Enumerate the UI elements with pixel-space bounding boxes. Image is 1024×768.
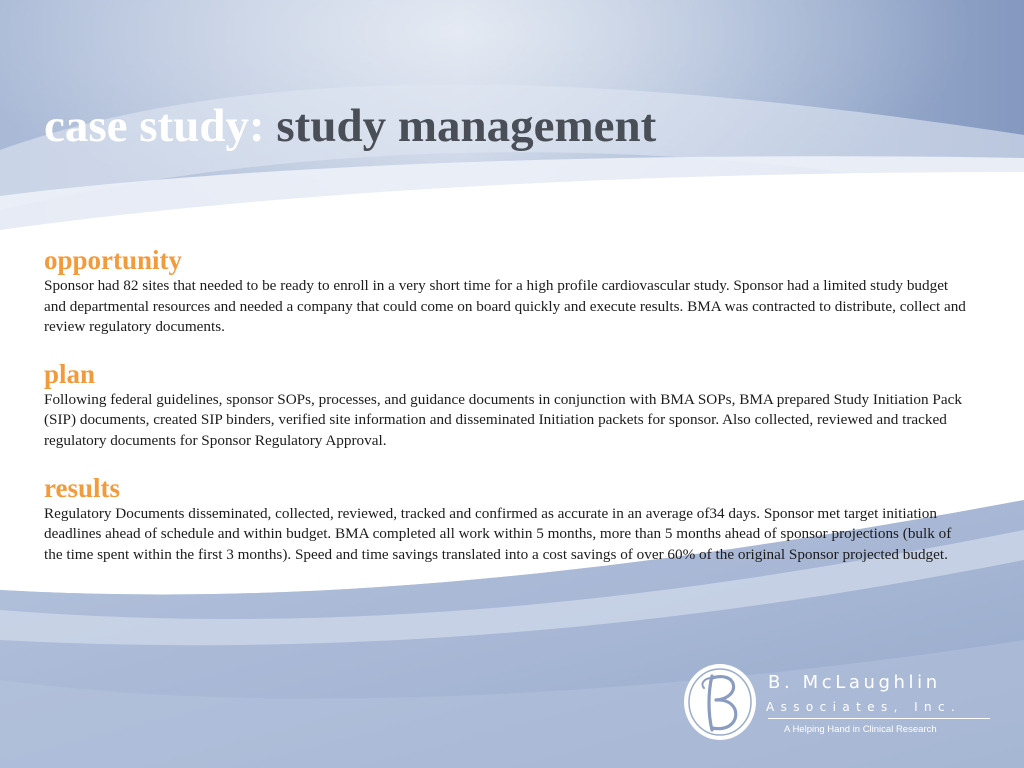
title-prefix: case study: xyxy=(44,100,265,152)
case-study-content xyxy=(44,244,968,585)
section-heading-plan: plan xyxy=(44,358,96,389)
section-body-opportunity: Sponsor had 82 sites that needed to be ready to enroll in a very short time for a high profile cardiovascular study. Sponsor had a limited study budget and departmental resources and needed a company that could come on board quickly and execute results. BMA was contracted to distribute, collect and review regulatory documents. xyxy=(44,277,966,336)
section-opportunity xyxy=(44,244,968,338)
section-body-results: Regulatory Documents disseminated, collected, reviewed, tracked and confirmed as accurate in an average of34 days. Sponsor met target initiation deadlines ahead of schedule and within budget. BMA completed all work within 5 months, more than 5 months ahead of sponsor projections (bulk of the time spent within the first 3 months). Speed and time savings translated into a cost savings of over 60% of the original Sponsor projected budget. xyxy=(44,504,952,563)
section-body-plan: Following federal guidelines, sponsor SOPs, processes, and guidance documents in conjunction with BMA SOPs, BMA prepared Study Initiation Pack (SIP) documents, created SIP binders, verified site information and disseminated Initiation packets for sponsor. Also collected, reviewed and tracked regulatory documents for Sponsor Regulatory Approval. xyxy=(44,390,962,449)
title-main: study management xyxy=(276,100,657,152)
company-name: B. McLaughlin xyxy=(768,672,941,693)
company-suffix: Associates, Inc. xyxy=(766,700,962,714)
section-heading-results: results xyxy=(44,472,121,503)
section-results xyxy=(44,472,968,566)
logo-divider xyxy=(768,718,990,719)
company-tagline: A Helping Hand in Clinical Research xyxy=(784,724,937,735)
page-title xyxy=(44,96,656,156)
b-monogram-icon xyxy=(682,662,760,742)
company-logo xyxy=(680,662,1010,744)
section-heading-opportunity: opportunity xyxy=(44,245,183,275)
section-plan xyxy=(44,358,968,452)
